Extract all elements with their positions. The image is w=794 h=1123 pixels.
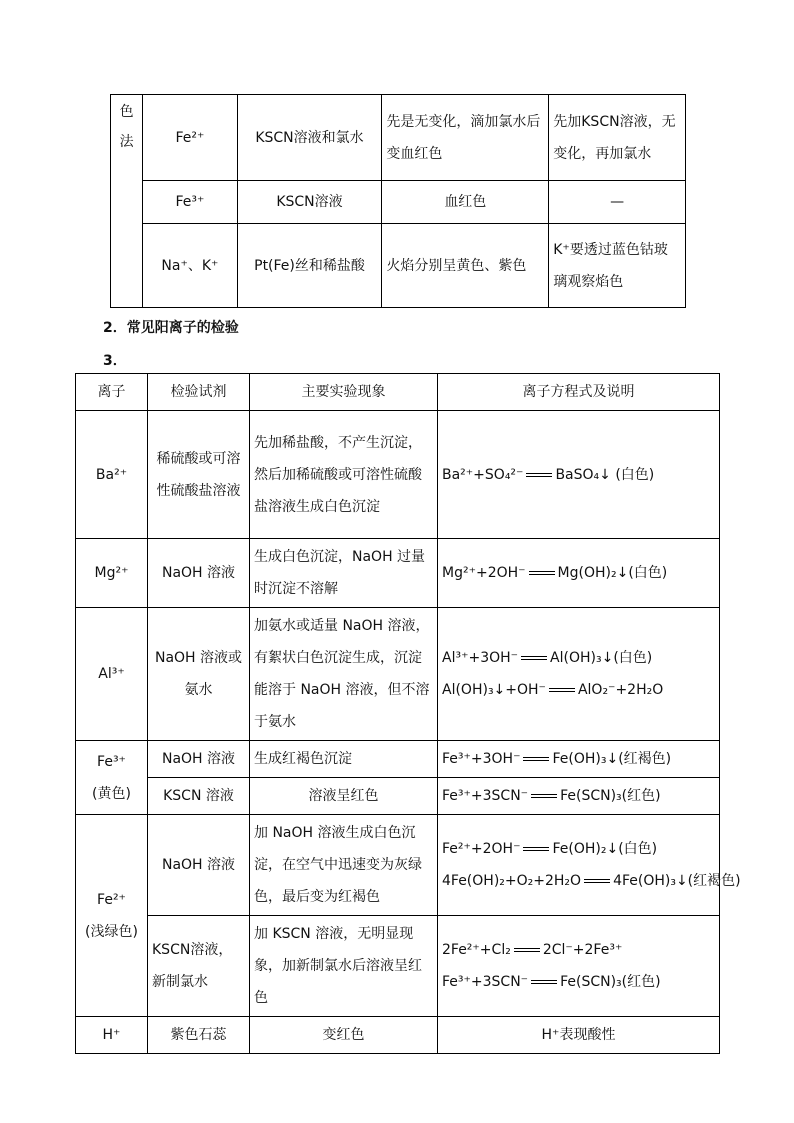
table-row	[76, 916, 720, 1017]
equals-sign	[584, 879, 610, 883]
equals-sign	[531, 794, 557, 798]
equation-cell	[438, 608, 720, 741]
equals-sign	[514, 948, 540, 952]
ion-cell: Al³⁺	[76, 608, 148, 741]
table-row	[111, 224, 686, 308]
reagent-cell: KSCN溶液和氯水	[237, 95, 382, 181]
note-cell: K⁺要透过蓝色钴玻璃观察焰色	[549, 224, 686, 308]
equation	[442, 642, 715, 674]
phenomenon-cell: 生成白色沉淀，NaOH 过量时沉淀不溶解	[250, 539, 438, 608]
equals-sign	[531, 980, 557, 984]
equation-right: BaSO₄↓ (白色)	[555, 466, 655, 483]
equals-sign	[523, 757, 549, 761]
equation-cell	[438, 539, 720, 608]
ion-cell: Mg²⁺	[76, 539, 148, 608]
equation	[442, 833, 715, 865]
reagent-cell: Pt(Fe)丝和稀盐酸	[237, 224, 382, 308]
phenomenon-cell: 溶液呈红色	[250, 778, 438, 815]
equation-right: Fe(SCN)₃(红色)	[560, 974, 661, 990]
equation-left: 4Fe(OH)₂+O₂+2H₂O	[442, 873, 582, 889]
equation-cell	[438, 916, 720, 1017]
note-cell: —	[549, 181, 686, 224]
section-heading: 2．常见阳离子的检验	[103, 320, 239, 336]
ion-cell	[76, 815, 148, 1017]
flame-color-table	[110, 94, 686, 308]
reagent-cell: KSCN 溶液	[148, 778, 250, 815]
ion-cell	[76, 741, 148, 815]
equation-cell	[438, 741, 720, 778]
phenomenon-cell: 加 NaOH 溶液生成白色沉淀，在空气中迅速变为灰绿色，最后变为红褐色	[250, 815, 438, 916]
reagent-cell: NaOH 溶液	[148, 815, 250, 916]
equation	[442, 780, 715, 812]
equals-sign	[526, 473, 552, 477]
ion-symbol: Fe³⁺	[97, 753, 126, 770]
ion-symbol: Fe²⁺	[97, 891, 126, 908]
equation	[442, 966, 715, 998]
note-cell: 先加KSCN溶液，无变化，再加氯水	[549, 95, 686, 181]
equation	[442, 865, 741, 897]
equals-sign	[521, 656, 547, 660]
equation-right: 2Cl⁻+2Fe³⁺	[542, 942, 623, 958]
equation-left: Ba²⁺+SO₄²⁻	[442, 466, 524, 483]
equation-right: Fe(OH)₂↓(白色)	[552, 841, 658, 857]
phenomenon-cell: 血红色	[382, 181, 549, 224]
equals-sign	[529, 571, 555, 575]
reagent-cell: KSCN溶液	[237, 181, 382, 224]
equals-sign	[549, 688, 575, 692]
phenomenon-cell: 加氨水或适量 NaOH 溶液，有絮状白色沉淀生成，沉淀能溶于 NaOH 溶液，但不溶于氨水	[250, 608, 438, 741]
equation-right: Mg(OH)₂↓(白色)	[557, 565, 668, 581]
equation-left: Al(OH)₃↓+OH⁻	[442, 682, 546, 698]
note-cell: H⁺表现酸性	[438, 1017, 720, 1054]
ion-color: (浅绿色)	[85, 923, 138, 940]
side-label-char: 色	[119, 104, 134, 120]
equation	[442, 934, 715, 966]
equation-left: Al³⁺+3OH⁻	[442, 650, 519, 666]
reagent-cell: 紫色石蕊	[148, 1017, 250, 1054]
cation-test-table	[75, 373, 741, 1054]
reagent-cell: NaOH 溶液或氨水	[148, 608, 250, 741]
phenomenon-cell: 生成红褐色沉淀	[250, 741, 438, 778]
equation-cell	[438, 778, 720, 815]
phenomenon-cell: 先加稀盐酸，不产生沉淀，然后加稀硫酸或可溶性硫酸盐溶液生成白色沉淀	[250, 411, 438, 539]
table-row	[76, 1017, 720, 1054]
ion-cell: Fe²⁺	[143, 95, 237, 181]
equation-left: Fe³⁺+3SCN⁻	[442, 788, 529, 804]
section-heading: 3．	[103, 353, 127, 369]
column-header: 主要实验现象	[250, 374, 438, 411]
equation-right: Fe(SCN)₃(红色)	[560, 788, 661, 804]
column-header: 离子方程式及说明	[438, 374, 720, 411]
equation-left: Mg²⁺+2OH⁻	[442, 565, 526, 581]
equation-right: Fe(OH)₃↓(红褐色)	[552, 751, 672, 767]
phenomenon-cell: 变红色	[250, 1017, 438, 1054]
reagent-cell: NaOH 溶液	[148, 741, 250, 778]
table-row	[76, 411, 720, 539]
phenomenon-cell: 先是无变化，滴加氯水后变血红色	[382, 95, 549, 181]
equation	[442, 557, 715, 589]
equation-left: Fe³⁺+3SCN⁻	[442, 974, 529, 990]
table-row	[76, 778, 720, 815]
equation-cell	[438, 411, 720, 539]
ion-cell: Na⁺、K⁺	[143, 224, 237, 308]
equation-left: Fe²⁺+2OH⁻	[442, 841, 521, 857]
table-row	[76, 608, 720, 741]
equals-sign	[523, 847, 549, 851]
equation-left: Fe³⁺+3OH⁻	[442, 751, 521, 767]
ion-cell: H⁺	[76, 1017, 148, 1054]
phenomenon-cell: 火焰分别呈黄色、紫色	[382, 224, 549, 308]
equation-right: 4Fe(OH)₃↓(红褐色)	[613, 873, 741, 889]
table-row	[111, 95, 686, 181]
equation-left: 2Fe²⁺+Cl₂	[442, 942, 511, 958]
reagent-cell: 稀硫酸或可溶性硫酸盐溶液	[148, 411, 250, 539]
equation	[442, 743, 715, 775]
equation-right: AlO₂⁻+2H₂O	[577, 682, 664, 698]
table-row	[76, 815, 720, 916]
equation-right: Al(OH)₃↓(白色)	[550, 650, 653, 666]
side-label-cell	[111, 95, 143, 308]
column-header: 离子	[76, 374, 148, 411]
table-row	[76, 741, 720, 778]
table-header-row	[76, 374, 720, 411]
side-label-char: 法	[119, 134, 134, 150]
reagent-cell: NaOH 溶液	[148, 539, 250, 608]
equation-cell	[438, 815, 741, 916]
table-row	[111, 181, 686, 224]
ion-cell: Ba²⁺	[76, 411, 148, 539]
ion-cell: Fe³⁺	[143, 181, 237, 224]
column-header: 检验试剂	[148, 374, 250, 411]
phenomenon-cell: 加 KSCN 溶液，无明显现象，加新制氯水后溶液呈红色	[250, 916, 438, 1017]
ion-color: (黄色)	[92, 785, 131, 802]
table-row	[76, 539, 720, 608]
reagent-cell: KSCN溶液，新制氯水	[148, 916, 250, 1017]
equation	[442, 674, 715, 706]
equation	[442, 459, 715, 491]
